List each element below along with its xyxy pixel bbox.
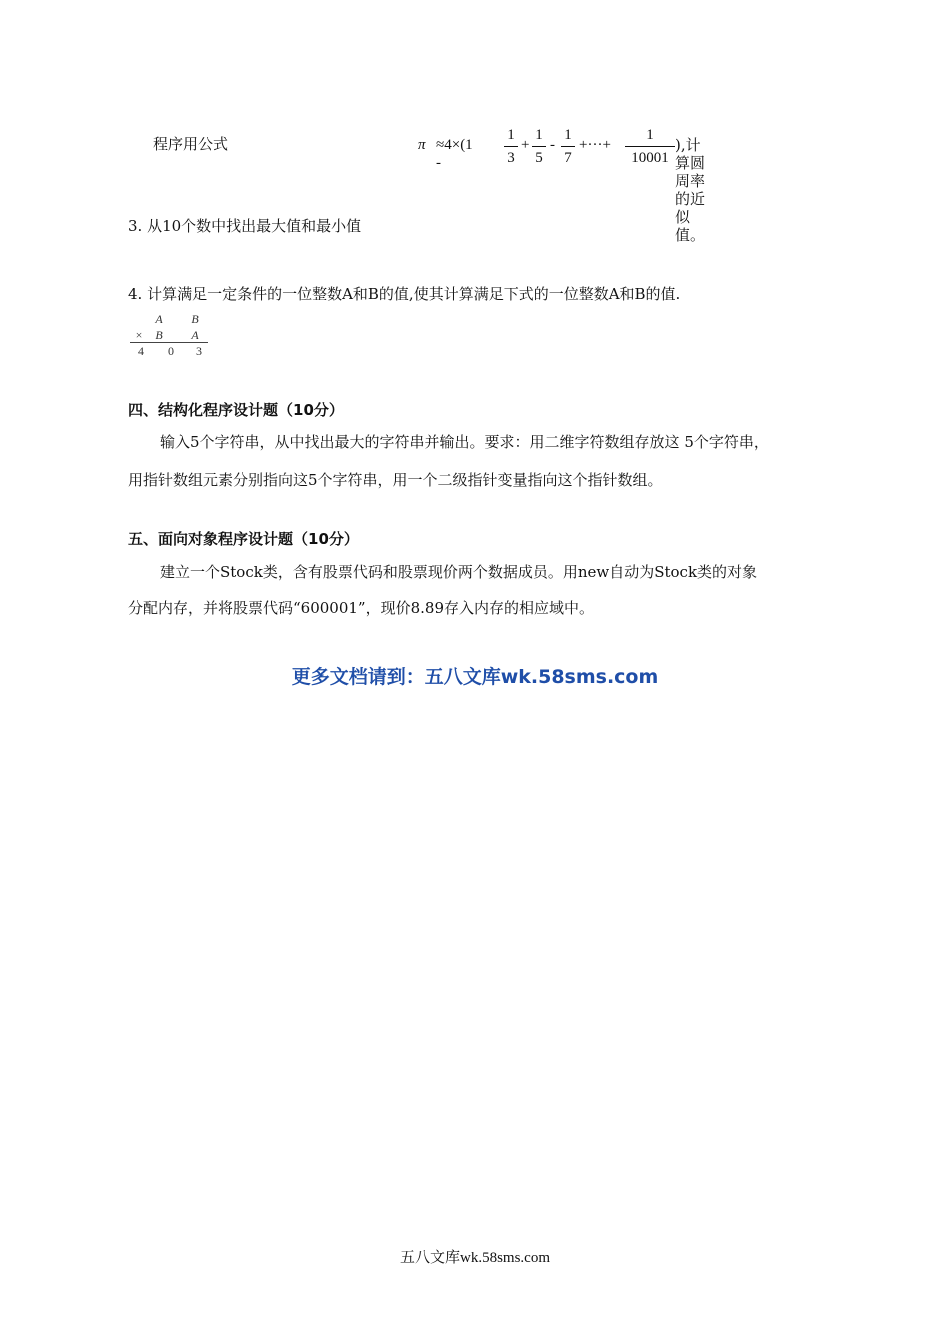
section-5-paragraph-line2: 分配内存，并将股票代码“600001”，现价8.89存入内存的相应域中。	[128, 599, 594, 617]
digit-a-mid: A	[191, 328, 199, 342]
formula-approx: ≈4×(1 -	[436, 137, 473, 171]
section-4-title: 四、结构化程序设计题（10分）	[128, 401, 344, 419]
section-5-paragraph-line1: 建立一个Stock类，含有股票代码和股票现价两个数据成员。用new自动为Stock类的对象	[160, 563, 758, 581]
fraction-1-10001: 1 10001	[625, 126, 675, 167]
formula-label: 程序用公式	[153, 135, 229, 153]
more-documents-link[interactable]: 更多文档请到：五八文库wk.58sms.com	[291, 666, 659, 688]
page-footer: 五八文库wk.58sms.com	[399, 1250, 550, 1266]
digit-b-mid: B	[155, 328, 163, 342]
formula-tail: ),计算圆周率的近似值。	[675, 136, 706, 244]
fraction-1-5: 1 5	[532, 126, 546, 167]
fraction-1-7: 1 7	[561, 126, 575, 167]
times-sign: ×	[135, 328, 143, 342]
formula-op-ellipsis: +···+	[579, 137, 611, 153]
fraction-1-3: 1 3	[504, 126, 518, 167]
digit-a-top: A	[155, 312, 163, 326]
formula-op-plus: +	[521, 137, 530, 153]
result-line	[130, 342, 208, 343]
result-digit-4: 4	[138, 344, 144, 358]
result-digit-0: 0	[168, 344, 174, 358]
section-5-title: 五、面向对象程序设计题（10分）	[128, 530, 359, 548]
result-digit-3: 3	[196, 344, 202, 358]
section-4-paragraph-line2: 用指针数组元素分别指向这5个字符串，用一个二级指针变量指向这个指针数组。	[128, 471, 663, 489]
question-3: 3. 从10个数中找出最大值和最小值	[128, 217, 362, 235]
pi-symbol: π	[418, 137, 426, 153]
question-4: 4. 计算满足一定条件的一位整数A和B的值,使其计算满足下式的一位整数A和B的值.	[128, 285, 681, 303]
digit-b-top: B	[191, 312, 199, 326]
section-4-paragraph-line1: 输入5个字符串，从中找出最大的字符串并输出。要求：用二维字符数组存放这 5个字符串，	[160, 433, 769, 451]
formula-op-minus: -	[550, 137, 555, 153]
